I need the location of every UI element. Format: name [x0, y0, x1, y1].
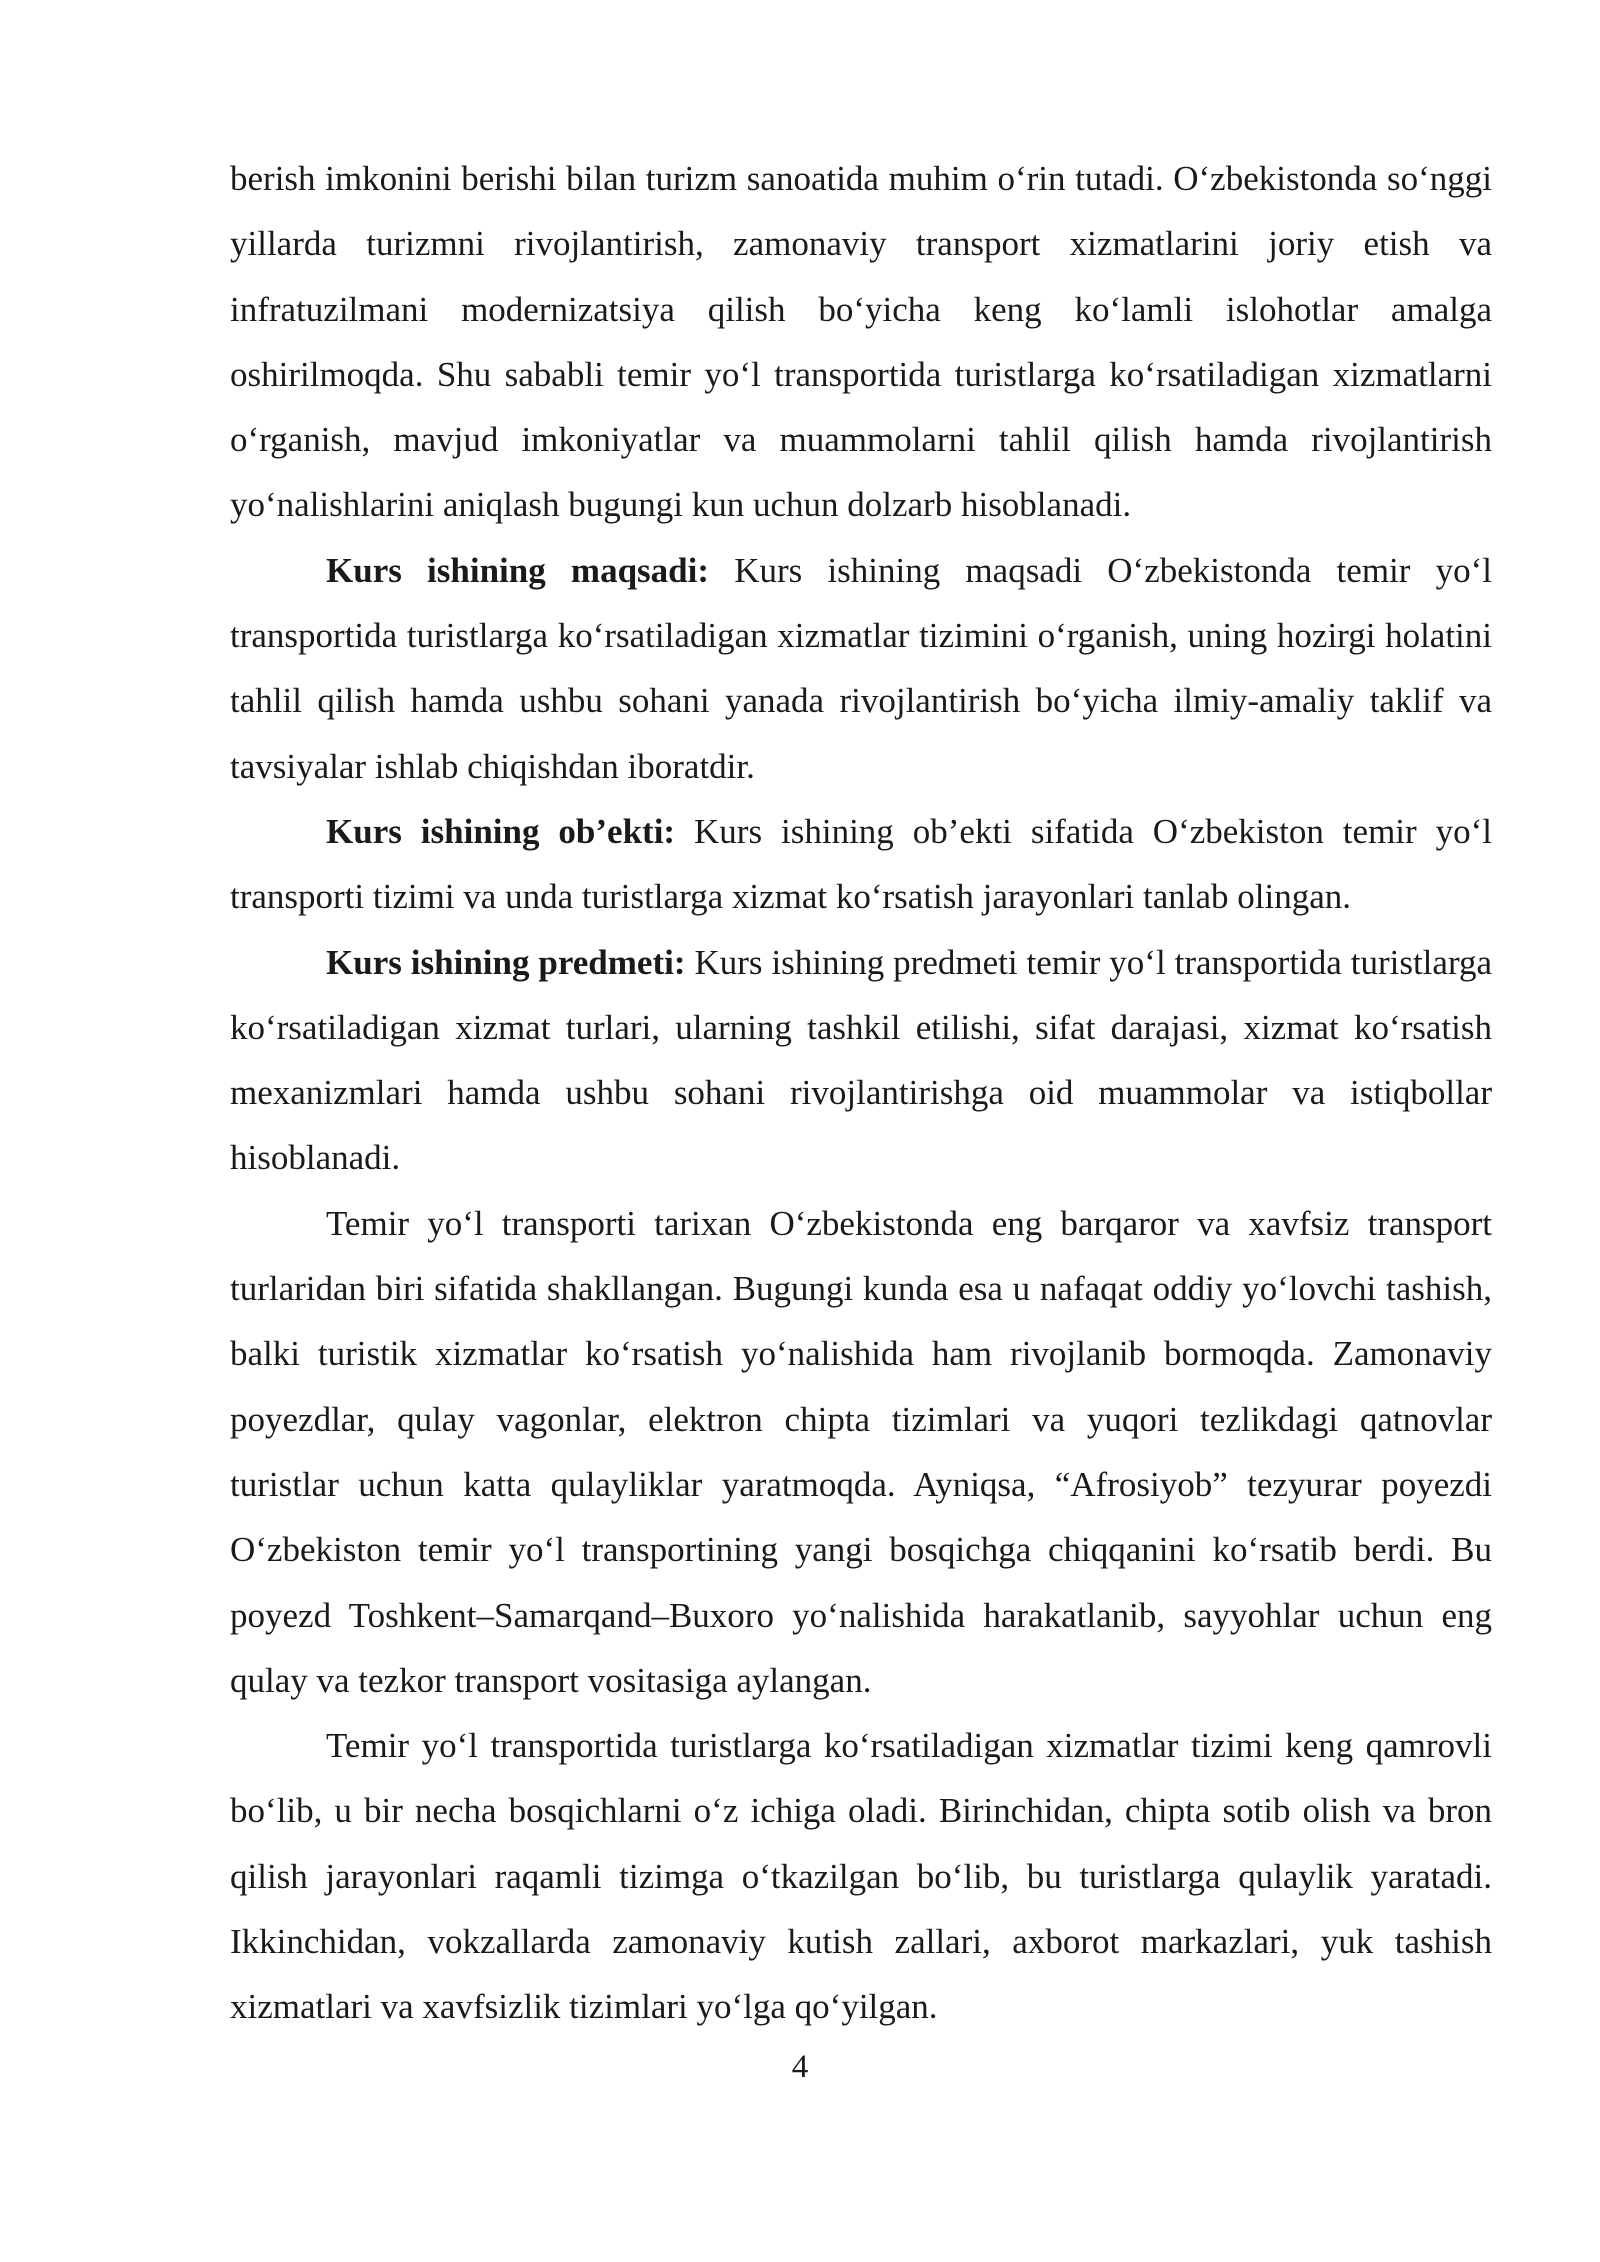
paragraph-text: Kurs ishining predmeti temir yo‘l transportida turistlarga ko‘rsatiladigan xizmat turlari, ularning tashkil etilishi, sifat darajasi, xizmat ko‘rsatish mexanizmlari hamda ushbu sohani rivojlantirishga oid muammolar va istiqbollar hisoblanadi. — [230, 942, 1492, 1178]
paragraph-text: Temir yo‘l transportida turistlarga ko‘rsatiladigan xizmatlar tizimi keng qamrovli bo‘lib, u bir necha bosqichlarni o‘z ichiga oladi. Birinchidan, chipta sotib olish va bron qilish jarayonlari raqamli tizimga o‘tkazilgan bo‘lib, bu turistlarga qulaylik yaratadi. Ikkinchidan, vokzallarda zamonaviy kutish zallari, axborot markazlari, yuk tashish xizmatlari va xavfsizlik tizimlari yo‘lga qo‘yilgan. — [230, 1726, 1492, 2027]
paragraph-object — [230, 799, 1492, 930]
page-number: 4 — [791, 2049, 809, 2085]
paragraph-services — [230, 1713, 1492, 2039]
paragraph-text: Kurs ishining maqsadi O‘zbekistonda temir yo‘l transportida turistlarga ko‘rsatiladigan xizmatlar tizimini o‘rganish, uning hozirgi holatini tahlil qilish hamda ushbu sohani yanada rivojlantirish bo‘yicha ilmiy-amaliy taklif va tavsiyalar ishlab chiqishdan iboratdir. — [230, 550, 1492, 786]
paragraph-goal — [230, 538, 1492, 799]
paragraph-subject — [230, 930, 1492, 1191]
body-text — [230, 146, 1492, 2040]
paragraph-text: berish imkonini berishi bilan turizm sanoatida muhim o‘rin tutadi. O‘zbekistonda so‘nggi yillarda turizmni rivojlantirish, zamonaviy transport xizmatlarini joriy etish va infratuzilmani modernizatsiya qilish bo‘yicha keng ko‘lamli islohotlar amalga oshirilmoqda. Shu sababli temir yo‘l transportida turistlarga ko‘rsatiladigan xizmatlarni o‘rganish, mavjud imkoniyatlar va muammolarni tahlil qilish hamda rivojlantirish yo‘nalishlarini aniqlash bugungi kun uchun dolzarb hisoblanadi. — [230, 159, 1492, 525]
paragraph-lead-goal: Kurs ishining maqsadi: — [326, 550, 710, 590]
paragraph-text: Temir yo‘l transporti tarixan O‘zbekistonda eng barqaror va xavfsiz transport turlaridan biri sifatida shakllangan. Bugungi kunda esa u nafaqat oddiy yo‘lovchi tashish, balki turistik xizmatlar ko‘rsatish yo‘nalishida ham rivojlanib bormoqda. Zamonaviy poyezdlar, qulay vagonlar, elektron chipta tizimlari va yuqori tezlikdagi qatnovlar turistlar uchun katta qulayliklar yaratmoqda. Ayniqsa, “Afrosiyob” tezyurar poyezdi O‘zbekiston temir yo‘l transportining yangi bosqichga chiqqanini ko‘rsatib berdi. Bu poyezd Toshkent–Samarqand–Buxoro yo‘nalishida harakatlanib, sayyohlar uchun eng qulay va tezkor transport vositasiga aylangan. — [230, 1203, 1492, 1700]
paragraph-lead-subject: Kurs ishining predmeti: — [326, 942, 686, 982]
paragraph-intro-continuation — [230, 146, 1492, 538]
paragraph-text: Kurs ishining ob’ekti sifatida O‘zbekiston temir yo‘l transporti tizimi va unda turistlarga xizmat ko‘rsatish jarayonlari tanlab olingan. — [230, 811, 1492, 917]
paragraph-lead-object: Kurs ishining ob’ekti: — [326, 811, 676, 851]
paragraph-history — [230, 1191, 1492, 1713]
